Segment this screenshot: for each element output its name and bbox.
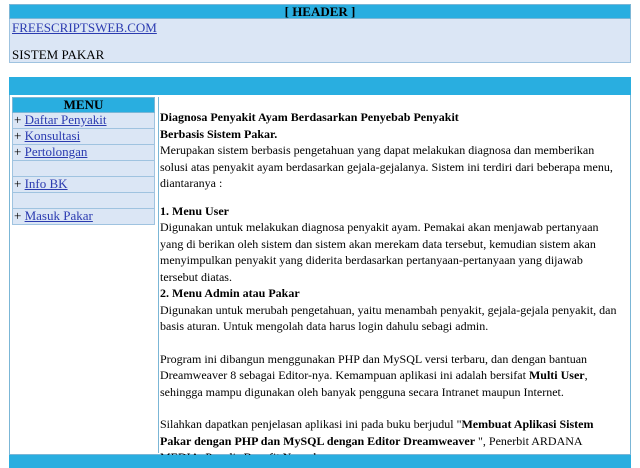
program-text-b: , sehingga mampu digunakan oleh banyak pengguna secara Intranet maupun Internet. [160,368,588,399]
bullet-icon: + [14,208,22,223]
sidebar-item-info-bk [12,177,155,193]
program-text-bold: Multi User [528,368,585,382]
daftar-penyakit-link[interactable]: Daftar Penyakit [24,112,107,127]
column-divider [158,97,159,453]
nav-strip [9,77,631,95]
bullet-icon: + [14,112,22,127]
main-frame [9,95,631,455]
section2-text: Digunakan untuk merubah pengetahuan, yaitu menambah penyakit, gejala-gejala penyakit, dan basis aturan. Untuk mengolah data harus login dahulu sebagi admin. [160,302,617,333]
footer-strip [9,455,631,468]
main-content [160,109,622,466]
konsultasi-link[interactable]: Konsultasi [24,128,81,143]
header-title: [ HEADER ] [284,4,356,19]
sidebar-item-daftar-penyakit [12,113,155,129]
section1-text: Digunakan untuk melakukan diagnosa penyakit ayam. Pemakai akan menjawab pertanyaan yang di berikan oleh sistem dan sistem akan merekam data tersebut, kemudian sistem akan menyimpulkan penyakit yang diderita berdasarkan pertanyaan-pertanyaan yang dijawab tersebut diatas. [160,220,599,284]
masuk-pakar-link[interactable]: Masuk Pakar [24,208,93,223]
info-bk-link[interactable]: Info BK [24,176,68,191]
bullet-icon: + [14,128,22,143]
sidebar-menu [12,97,155,227]
section1-title: 1. Menu User [160,203,229,218]
sidebar-item-masuk-pakar [12,209,155,225]
book-title: Membuat Aplikasi Sistem Pakar dengan PHP dan MySQL dengan Editor Dreamweaver [160,417,594,448]
book-text-a: Silahkan dapatkan penjelasan aplikasi ini pada buku berjudul " [160,417,462,431]
book-text-b: ", Penerbit ARDANA [478,433,582,448]
header-bar [9,4,631,19]
content-heading-line1: Diagnosa Penyakit Ayam Berdasarkan Penyebab Penyakit [160,110,459,124]
pertolongan-link[interactable]: Pertolongan [24,144,88,159]
sidebar-item-pertolongan [12,145,155,161]
header-panel [9,19,631,63]
menu-spacer [12,193,155,209]
content-heading-line2: Berbasis Sistem Pakar. [160,126,278,141]
menu-title: MENU [12,97,155,113]
section2-title: 2. Menu Admin atau Pakar [160,286,300,300]
site-link[interactable]: FREESCRIPTSWEB.COM [12,20,157,35]
sidebar-item-konsultasi [12,129,155,145]
bullet-icon: + [14,144,22,159]
menu-spacer [12,161,155,177]
program-paragraph [160,351,622,401]
program-text-a: Program ini dibangun menggunakan PHP dan MySQL versi terbaru, dan dengan bantuan Dreamweaver 8 sebagai Editor-nya. Kemampuan aplikasi ini adalah bersifat [160,351,588,382]
site-subtitle: SISTEM PAKAR [12,47,105,62]
bullet-icon: + [14,176,22,191]
intro-paragraph: Merupakan sistem berbasis pengetahuan yang dapat melakukan diagnosa dan memberikan solusi atas penyakit ayam berdasarkan gejala-gejalanya. Sistem ini terdiri dari beberapa menu, diantaranya : [160,143,613,190]
